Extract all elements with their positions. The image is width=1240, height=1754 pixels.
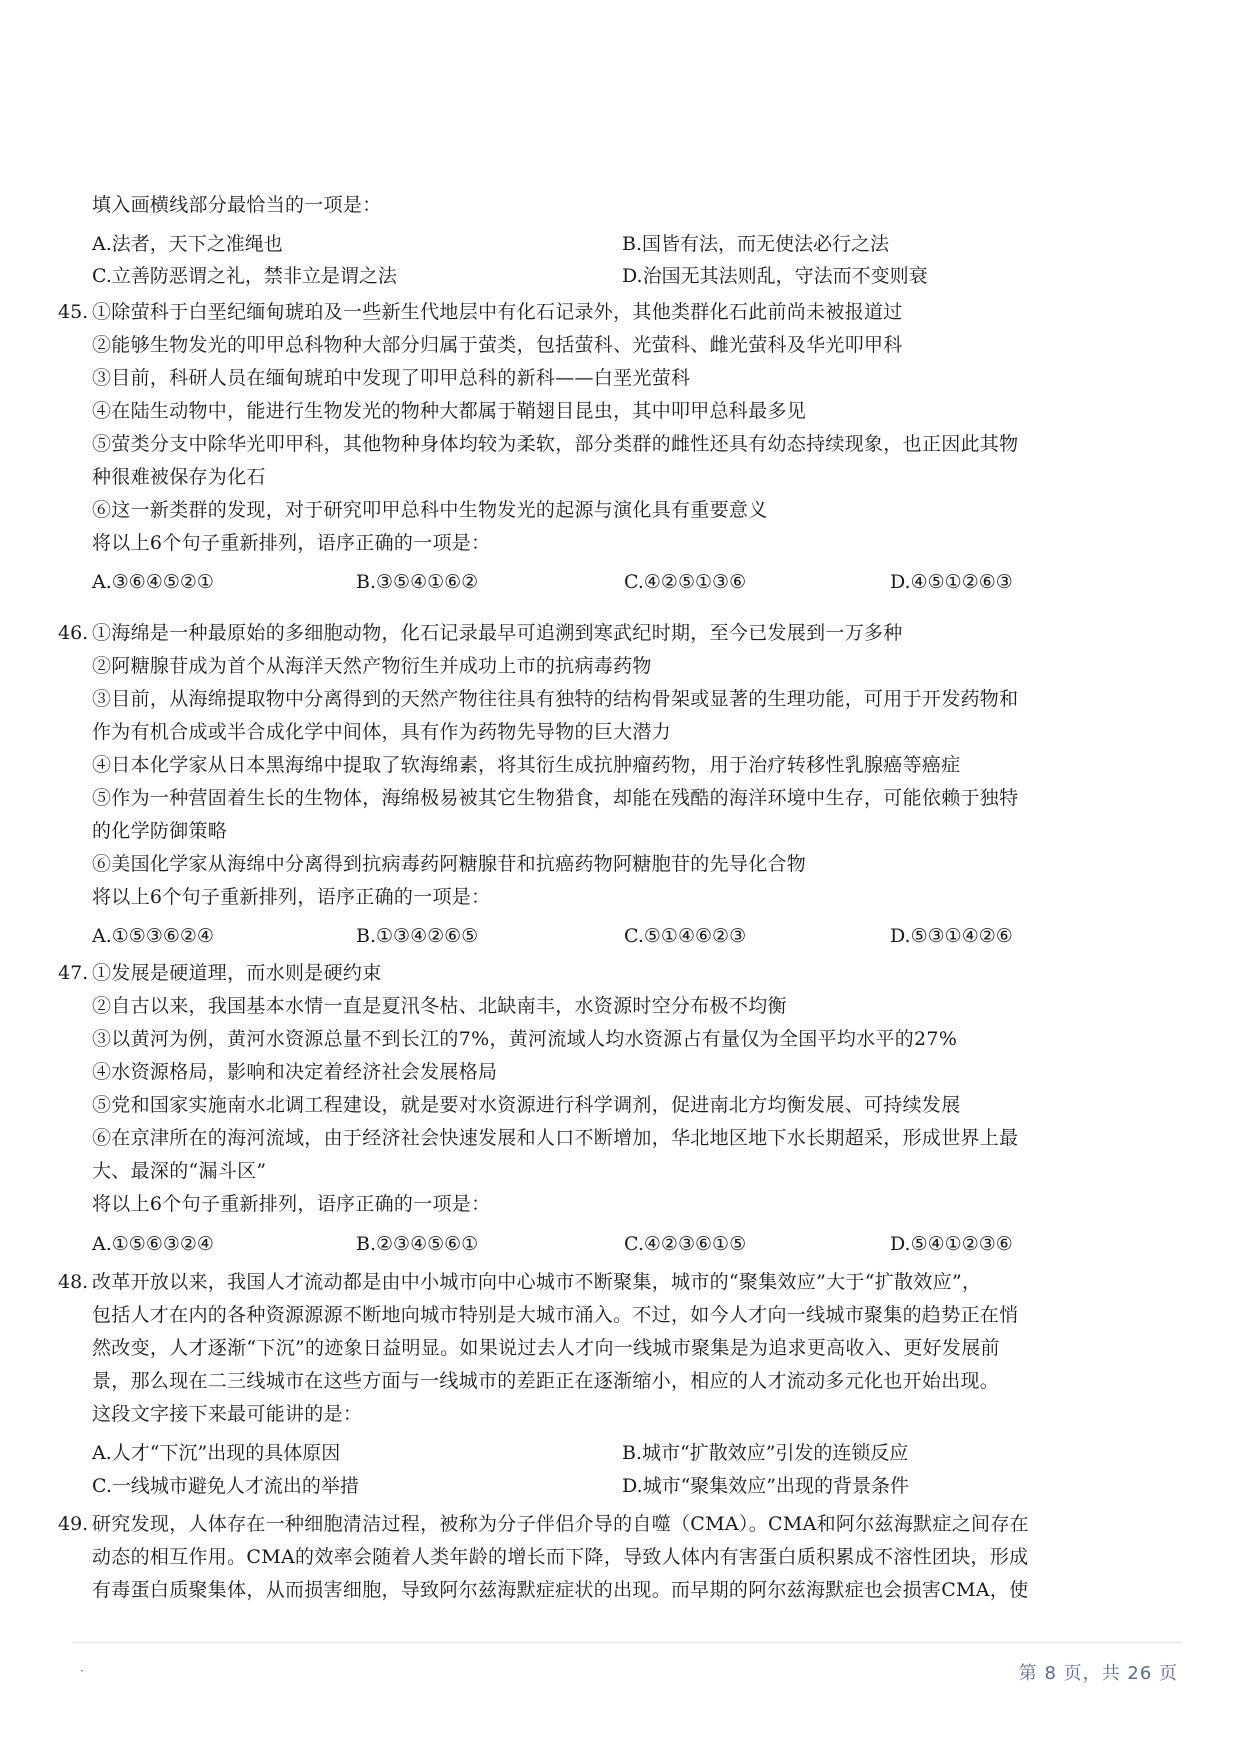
q47-option-c: C.④②③⑥①⑤ [624,1233,747,1255]
footer-divider [72,1641,1182,1644]
q47-line: ④水资源格局，影响和决定着经济社会发展格局 [92,1061,498,1083]
q47-number: 47. [58,962,89,984]
q47-option-a: A.①⑤⑥③②④ [92,1233,214,1255]
q48-line: 包括人才在内的各种资源源源不断地向城市特别是大城市涌入。不过，如今人才向一线城市聚集的趋势正在悄 [92,1304,1019,1326]
q46-option-c: C.⑤①④⑥②③ [624,925,747,947]
q48-option-c: C.一线城市避免人才流出的举措 [92,1475,359,1497]
q46-line: ⑥美国化学家从海绵中分离得到抗病毒药阿糖腺苷和抗癌药物阿糖胞苷的先导化合物 [92,853,807,875]
q48-line: 改革开放以来，我国人才流动都是由中小城市向中心城市不断聚集，城市的“聚集效应”大于“扩散效应”， [92,1271,982,1293]
q45-instruction: 将以上6个句子重新排列，语序正确的一项是： [92,532,491,554]
q49-line: 有毒蛋白质聚集体，从而损害细胞，导致阿尔兹海默症症状的出现。而早期的阿尔兹海默症也会损害CMA，使 [92,1579,1029,1601]
q47-line: ⑤党和国家实施南水北调工程建设，就是要对水资源进行科学调剂，促进南北方均衡发展、可持续发展 [92,1094,961,1116]
q46-line: ④日本化学家从日本黑海绵中提取了软海绵素，将其衍生成抗肿瘤药物，用于治疗转移性乳腺癌等癌症 [92,754,961,776]
q45-line: ⑤萤类分支中除华光叩甲科，其他物种身体均较为柔软，部分类群的雌性还具有幼态持续现象，也正因此其物 [92,433,1019,455]
q46-line: ⑤作为一种营固着生长的生物体，海绵极易被其它生物猎食，却能在残酷的海洋环境中生存，可能依赖于独特 [92,787,1019,809]
page-indicator: 第 8 页，共 26 页 [1018,1663,1178,1684]
q47-line: 大、最深的“漏斗区” [92,1160,267,1182]
q49-line: 研究发现，人体存在一种细胞清洁过程，被称为分子伴侣介导的自噬（CMA）。CMA和阿尔兹海默症之间存在 [92,1513,1029,1535]
q46-number: 46. [58,622,89,644]
q46-line: ①海绵是一种最原始的多细胞动物，化石记录最早可追溯到寒武纪时期，至今已发展到一万多种 [92,622,903,644]
q48-line: 然改变，人才逐渐“下沉”的迹象日益明显。如果说过去人才向一线城市聚集是为追求更高收入、更好发展前 [92,1337,1000,1359]
q44-option-c: C.立善防恶谓之礼，禁非立是谓之法 [92,265,397,287]
q48-option-a: A.人才“下沉”出现的具体原因 [92,1442,341,1464]
q48-number: 48. [58,1271,89,1293]
q45-option-d: D.④⑤①②⑥③ [890,571,1013,593]
q46-instruction: 将以上6个句子重新排列，语序正确的一项是： [92,886,491,908]
q47-instruction: 将以上6个句子重新排列，语序正确的一项是： [92,1193,491,1215]
q49-number: 49. [58,1513,89,1535]
q45-option-b: B.③⑤④①⑥② [356,571,479,593]
q45-line: ③目前，科研人员在缅甸琥珀中发现了叩甲总科的新科——白垩光萤科 [92,367,691,389]
q47-line: ②自古以来，我国基本水情一直是夏汛冬枯、北缺南丰，水资源时空分布极不均衡 [92,995,787,1017]
q46-option-b: B.①③④②⑥⑤ [356,925,479,947]
q45-line: ①除萤科于白垩纪缅甸琥珀及一些新生代地层中有化石记录外，其他类群化石此前尚未被报道过 [92,301,903,323]
q47-option-b: B.②③④⑤⑥① [356,1233,479,1255]
q48-option-d: D.城市“聚集效应”出现的背景条件 [622,1475,910,1497]
q46-option-d: D.⑤③①④②⑥ [890,925,1013,947]
q48-line: 景，那么现在二三线城市在这些方面与一线城市的差距正在逐渐缩小，相应的人才流动多元化也开始出现。 [92,1370,1000,1392]
q46-option-a: A.①⑤③⑥②④ [92,925,214,947]
q47-line: ⑥在京津所在的海河流域，由于经济社会快速发展和人口不断增加，华北地区地下水长期超采，形成世界上最 [92,1127,1019,1149]
q47-line: ①发展是硬道理，而水则是硬约束 [92,962,382,984]
q45-option-a: A.③⑥④⑤②① [92,571,214,593]
q45-line: 种很难被保存为化石 [92,466,266,488]
q44-prompt: 填入画横线部分最恰当的一项是： [92,194,382,216]
q48-option-b: B.城市“扩散效应”引发的连锁反应 [622,1442,909,1464]
q45-line: ④在陆生动物中，能进行生物发光的物种大都属于鞘翅目昆虫，其中叩甲总科最多见 [92,400,807,422]
q45-line: ⑥这一新类群的发现，对于研究叩甲总科中生物发光的起源与演化具有重要意义 [92,499,768,521]
q46-line: 的化学防御策略 [92,820,228,842]
q46-line: ②阿糖腺苷成为首个从海洋天然产物衍生并成功上市的抗病毒药物 [92,655,652,677]
q45-option-c: C.④②⑤①③⑥ [624,571,747,593]
footer-dot: · [80,1664,84,1678]
q44-option-b: B.国皆有法，而无使法必行之法 [622,233,890,255]
q47-option-d: D.⑤④①②③⑥ [890,1233,1013,1255]
q49-line: 动态的相互作用。CMA的效率会随着人类年龄的增长而下降，导致人体内有害蛋白质积累成不溶性团块，形成 [92,1546,1029,1568]
q47-line: ③以黄河为例，黄河水资源总量不到长江的7%，黄河流域人均水资源占有量仅为全国平均水平的27% [92,1028,958,1050]
q46-line: ③目前，从海绵提取物中分离得到的天然产物往往具有独特的结构骨架或显著的生理功能，可用于开发药物和 [92,688,1019,710]
q48-instruction: 这段文字接下来最可能讲的是： [92,1403,363,1425]
q44-option-a: A.法者，天下之准绳也 [92,233,283,255]
q44-option-d: D.治国无其法则乱，守法而不变则衰 [622,265,928,287]
q45-line: ②能够生物发光的叩甲总科物种大部分归属于萤类，包括萤科、光萤科、雌光萤科及华光叩甲科 [92,334,903,356]
q45-number: 45. [58,301,89,323]
q46-line: 作为有机合成或半合成化学中间体，具有作为药物先导物的巨大潜力 [92,721,672,743]
